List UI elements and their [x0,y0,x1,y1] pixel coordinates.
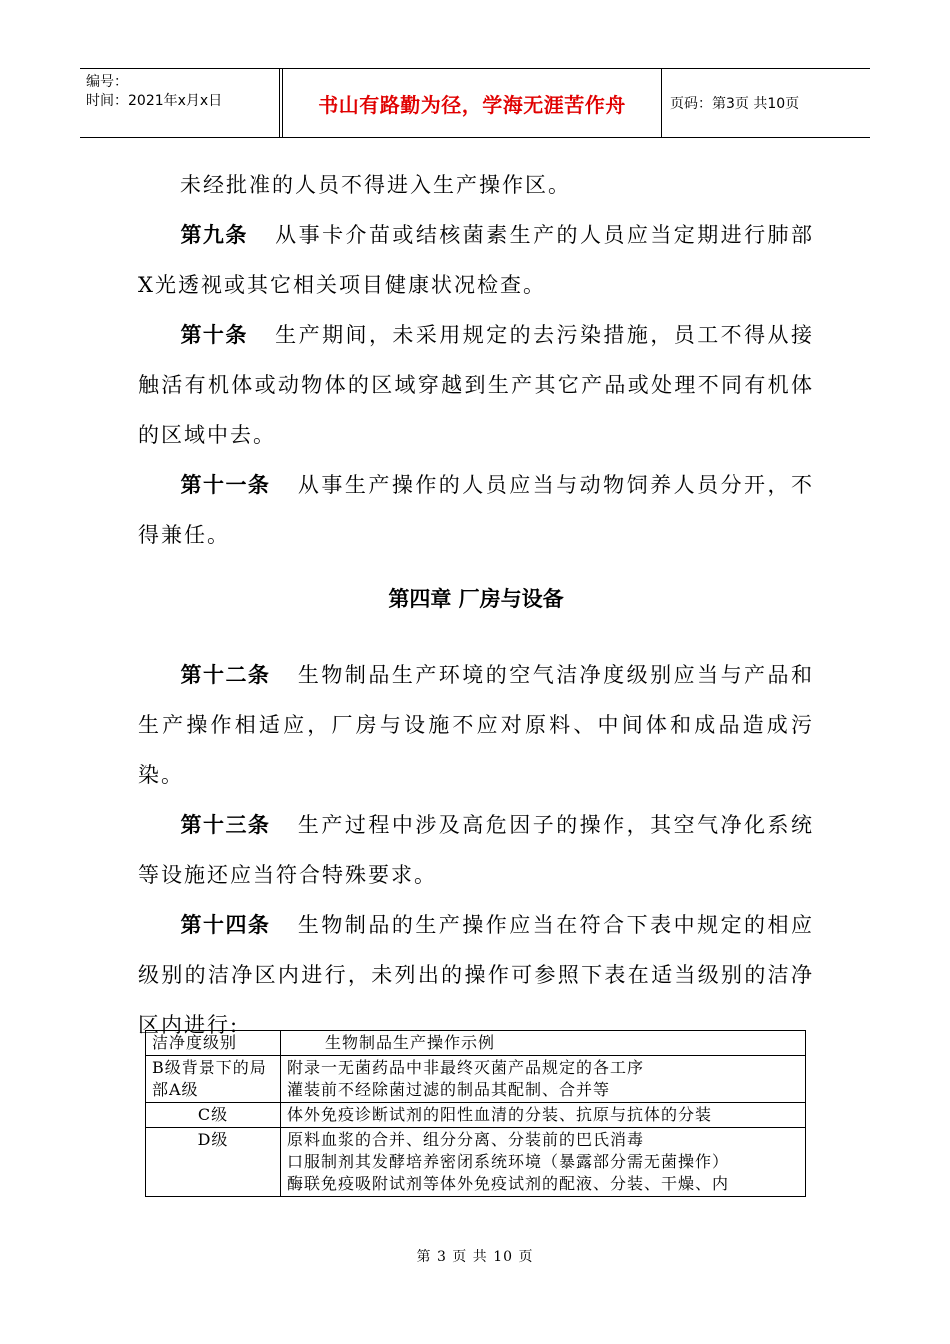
article-14: 第十四条 生物制品的生产操作应当在符合下表中规定的相应级别的洁净区内进行，未列出的操作可参照下表在适当级别的洁净区内进行: [138,913,815,1037]
table-cell-items: 体外免疫诊断试剂的阳性血清的分装、抗原与抗体的分装 [281,1103,806,1128]
table-header-cell: 洁净度级别 [146,1031,281,1056]
header-page-info: 页码：第3页 共10页 [670,96,800,112]
article-number: 第十一条 [180,473,271,497]
table-cell-items: 附录一无菌药品中非最终灭菌产品规定的各工序 灌装前不经除菌过滤的制品其配制、合并等 [281,1056,806,1103]
paragraph: 未经批准的人员不得进入生产操作区。 [180,173,571,197]
table-cell-level: D级 [146,1128,281,1197]
article-number: 第十四条 [180,913,271,937]
document-body [138,160,814,1050]
page-footer: 第 3 页 共 10 页 [416,1249,534,1265]
article-number: 第九条 [180,223,248,247]
chapter-title: 第四章 厂房与设备 [388,587,564,611]
cleanliness-table [145,1030,806,1197]
number-label: 编号： [86,74,128,90]
table-cell-level: B级背景下的局部A级 [146,1056,281,1103]
table-cell-level: C级 [146,1103,281,1128]
document-header [80,68,870,138]
article-10: 第十条 生产期间，未采用规定的去污染措施，员工不得从接触活有机体或动物体的区域穿越到生产其它产品或处理不同有机体的区域中去。 [138,323,815,447]
table-row [146,1128,806,1197]
table-header-row [146,1031,806,1056]
header-meta [80,69,280,137]
article-number: 第十三条 [180,813,271,837]
table-header-cell: 生物制品生产操作示例 [281,1031,806,1056]
time-label: 时间：2021年x月x日 [86,93,223,109]
table-row [146,1103,806,1128]
article-12: 第十二条 生物制品生产环境的空气洁净度级别应当与产品和生产操作相适应，厂房与设施不应对原料、中间体和成品造成污染。 [138,663,815,787]
article-number: 第十条 [180,323,248,347]
article-13: 第十三条 生产过程中涉及高危因子的操作，其空气净化系统等设施还应当符合特殊要求。 [138,813,815,887]
article-number: 第十二条 [180,663,271,687]
table-cell-items: 原料血浆的合并、组分分离、分装前的巴氏消毒 口服制剂其发酵培养密闭系统环境（暴露部分需无菌操作） 酶联免疫吸附试剂等体外免疫试剂的配液、分装、干燥、内 [281,1128,806,1197]
article-11: 第十一条 从事生产操作的人员应当与动物饲养人员分开，不得兼任。 [138,473,815,547]
table-row [146,1056,806,1103]
article-9: 第九条 从事卡介苗或结核菌素生产的人员应当定期进行肺部X光透视或其它相关项目健康状况检查。 [138,223,815,297]
header-motto: 书山有路勤为径，学海无涯苦作舟 [282,69,662,137]
